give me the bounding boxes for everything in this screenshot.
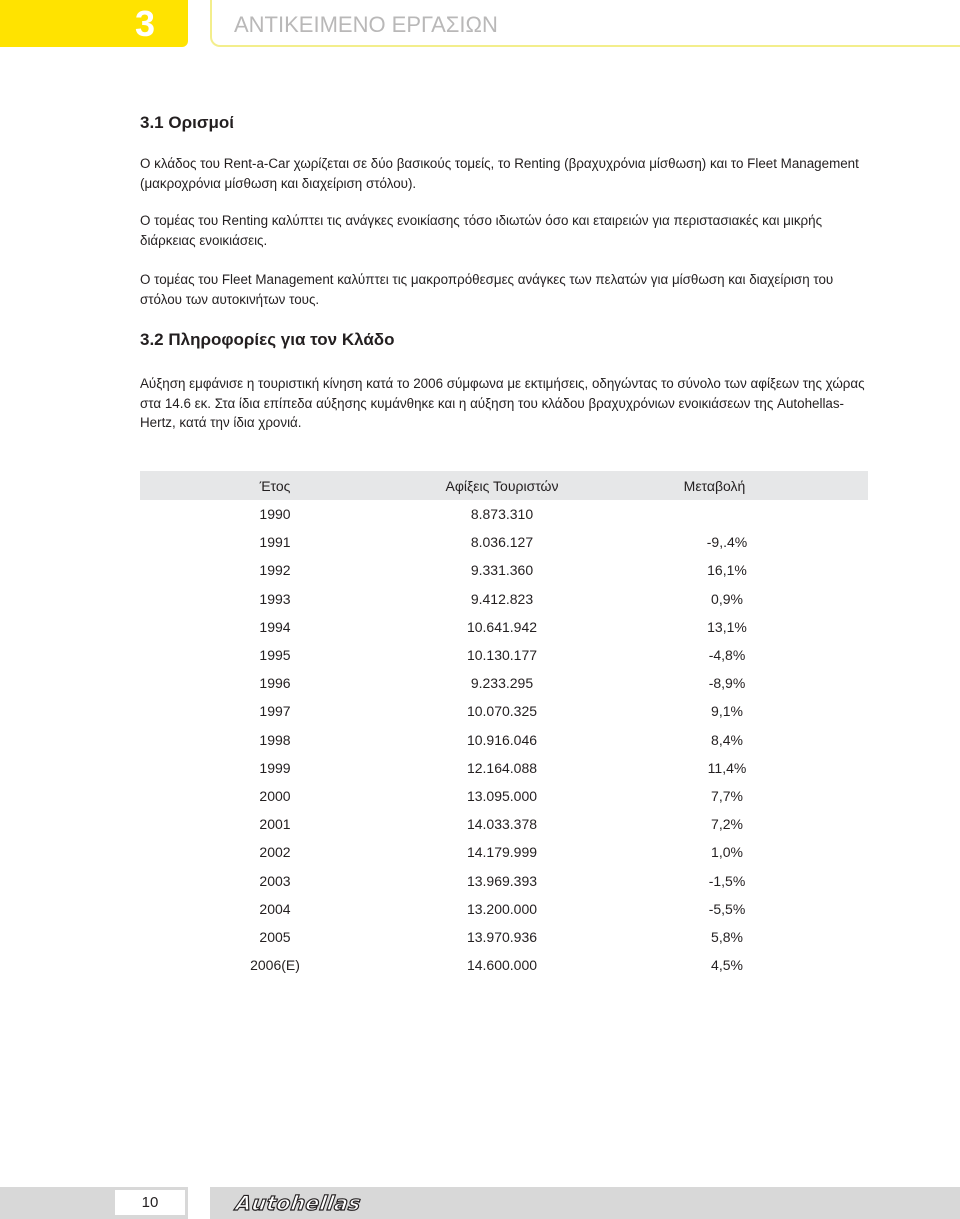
cell-year: 2000 <box>259 787 291 804</box>
cell-change: 5,8% <box>711 928 743 945</box>
cell-year: 2002 <box>259 844 291 861</box>
cell-year: 1990 <box>259 506 291 523</box>
table-row <box>140 641 868 669</box>
column-header-arrivals: Αφίξεις Τουριστών <box>445 477 559 494</box>
cell-arrivals: 14.600.000 <box>466 957 538 974</box>
page-number: 10 <box>141 1194 159 1211</box>
paragraph-rent-a-car: Ο κλάδος του Rent-a-Car χωρίζεται σε δύο βασικούς τομείς, το Renting (βραχυχρόνια μίσθωση) και το Fleet Management (μακροχρόνια μίσθωση και διαχείριση στόλου). <box>140 156 859 191</box>
table-row <box>140 951 868 979</box>
cell-year: 1998 <box>259 731 291 748</box>
cell-arrivals: 9.331.360 <box>470 562 534 579</box>
table-body <box>140 500 868 979</box>
table-row <box>140 810 868 838</box>
cell-year: 2006(E) <box>250 957 300 974</box>
cell-arrivals: 8.873.310 <box>470 506 534 523</box>
cell-change: 16,1% <box>707 562 747 579</box>
table-row <box>140 838 868 866</box>
cell-change: 0,9% <box>711 590 743 607</box>
cell-change: 4,5% <box>711 957 743 974</box>
cell-change: -4,8% <box>708 647 746 664</box>
table-row <box>140 556 868 584</box>
table-row <box>140 754 868 782</box>
cell-change: 8,4% <box>711 731 743 748</box>
cell-arrivals: 10.070.325 <box>466 703 538 720</box>
table-row <box>140 866 868 894</box>
cell-year: 1997 <box>259 703 291 720</box>
cell-year: 1994 <box>259 618 291 635</box>
cell-arrivals: 8.036.127 <box>470 534 534 551</box>
cell-change: -1,5% <box>708 872 746 889</box>
section-heading-definitions: 3.1 Ορισμοί <box>140 113 234 132</box>
cell-change: 7,7% <box>711 787 743 804</box>
table-row <box>140 726 868 754</box>
tourist-arrivals-table <box>140 471 868 979</box>
column-header-change: Μεταβολή <box>683 477 746 494</box>
cell-year: 2003 <box>259 872 291 889</box>
paragraph-renting: Ο τομέας του Renting καλύπτει τις ανάγκες ενοικίασης τόσο ιδιωτών όσο και εταιρειών για περιστασιακές και μικρής διάρκειας ενοικιάσεις. <box>140 213 823 248</box>
section-heading-industry-info: 3.2 Πληροφορίες για τον Κλάδο <box>140 330 395 349</box>
cell-arrivals: 10.130.177 <box>466 647 538 664</box>
cell-change: 9,1% <box>711 703 743 720</box>
cell-change: -5,5% <box>708 900 746 917</box>
cell-change: 1,0% <box>711 844 743 861</box>
cell-arrivals: 14.033.378 <box>466 816 538 833</box>
cell-change: 7,2% <box>711 816 743 833</box>
cell-year: 1991 <box>259 534 291 551</box>
table-row <box>140 500 868 528</box>
cell-arrivals: 13.970.936 <box>466 928 538 945</box>
cell-year: 2001 <box>259 816 291 833</box>
table-row <box>140 613 868 641</box>
cell-change: 11,4% <box>707 759 747 776</box>
table-row <box>140 782 868 810</box>
autohellas-logo: Autohellas <box>234 1191 363 1215</box>
cell-arrivals: 9.412.823 <box>470 590 534 607</box>
cell-change: 13,1% <box>707 618 747 635</box>
column-header-year: Έτος <box>259 477 291 494</box>
table-header-row <box>140 471 868 500</box>
cell-year: 2004 <box>259 900 291 917</box>
cell-arrivals: 14.179.999 <box>466 844 538 861</box>
cell-arrivals: 13.200.000 <box>466 900 538 917</box>
table-row <box>140 669 868 697</box>
cell-year: 1993 <box>259 590 291 607</box>
cell-year: 1999 <box>259 759 291 776</box>
table-row <box>140 528 868 556</box>
table-row <box>140 697 868 725</box>
cell-arrivals: 12.164.088 <box>466 759 538 776</box>
cell-arrivals: 13.969.393 <box>466 872 538 889</box>
table-row <box>140 585 868 613</box>
table-row <box>140 895 868 923</box>
table-row <box>140 923 868 951</box>
cell-year: 1995 <box>259 647 291 664</box>
cell-year: 1992 <box>259 562 291 579</box>
cell-arrivals: 9.233.295 <box>470 675 534 692</box>
cell-arrivals: 10.641.942 <box>466 618 538 635</box>
paragraph-tourism-growth: Αύξηση εμφάνισε η τουριστική κίνηση κατά το 2006 σύμφωνα με εκτιμήσεις, οδηγώντας το σύνολο των αφίξεων της χώρας στα 14.6 εκ. Στα ίδια επίπεδα αύξησης κυμάνθηκε και η αύξηση του κλάδου βραχυχρόνιων ενοικιάσεων της Autohellas- Hertz, κατά την ίδια χρονιά. <box>140 376 865 430</box>
chapter-title: ΑΝΤΙΚΕΙΜΕΝΟ ΕΡΓΑΣΙΩΝ <box>234 12 498 37</box>
cell-change: -8,9% <box>708 675 746 692</box>
cell-change: -9,.4% <box>706 534 748 551</box>
cell-year: 2005 <box>259 928 291 945</box>
cell-year: 1996 <box>259 675 291 692</box>
paragraph-fleet-management: Ο τομέας του Fleet Management καλύπτει τις μακροπρόθεσμες ανάγκες των πελατών για μίσθωση και διαχείριση του στόλου των αυτοκινήτων τους. <box>140 272 834 307</box>
cell-arrivals: 13.095.000 <box>466 787 538 804</box>
cell-arrivals: 10.916.046 <box>466 731 538 748</box>
chapter-number: 3 <box>135 3 156 44</box>
